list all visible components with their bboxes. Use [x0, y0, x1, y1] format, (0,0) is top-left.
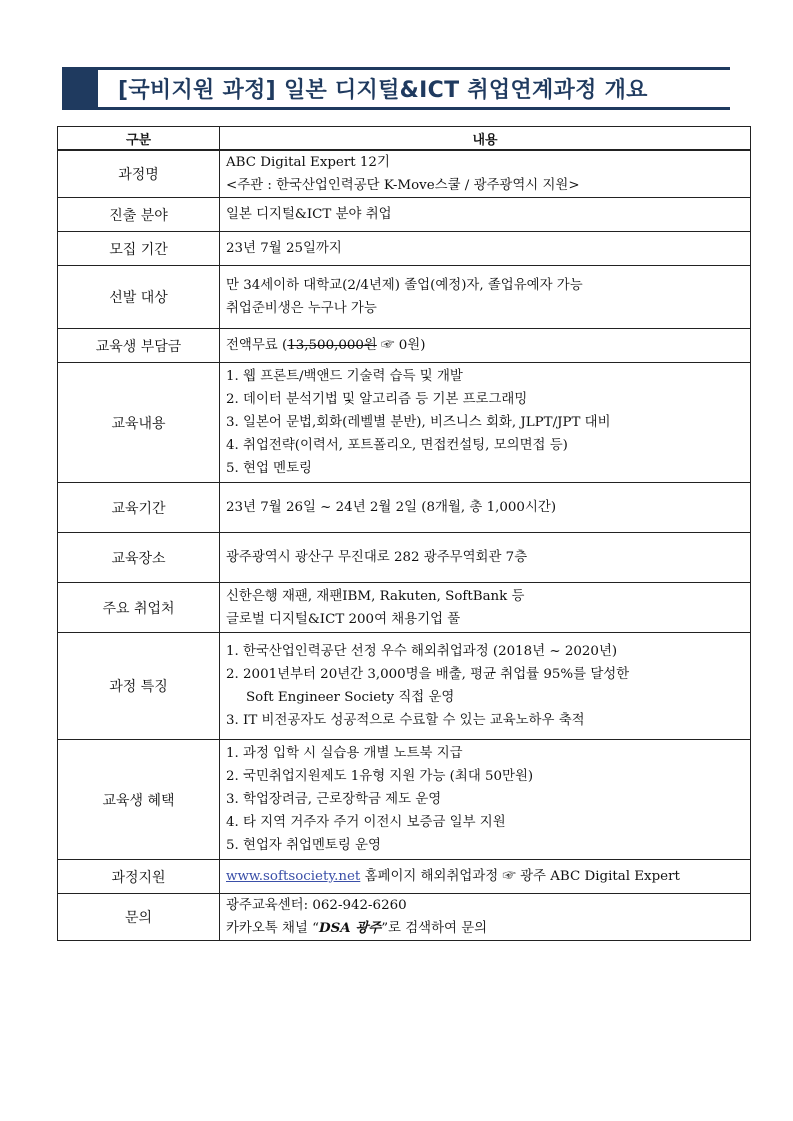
course-host-line: <주관 : 한국산업인력공단 K-Move스쿨 / 광주광역시 지원> [226, 178, 580, 193]
content-curriculum [220, 363, 751, 483]
contact-phone-line: 광주교육센터: 062-942-6260 [226, 898, 407, 913]
label-course-name: 과정명 [58, 150, 220, 198]
list-item: 4. 타 지역 거주자 주거 이전시 보증금 일부 지원 [226, 815, 506, 830]
apply-line [226, 865, 744, 888]
content-course-name [220, 150, 751, 198]
list-item: 2. 2001년부터 20년간 3,000명을 배출, 평균 취업률 95%를 달성한 [226, 667, 630, 682]
row-fee [58, 329, 751, 363]
content-benefits [220, 740, 751, 860]
label-curriculum: 교육내용 [58, 363, 220, 483]
contact-kakao-line [226, 917, 744, 940]
label-location: 교육장소 [58, 533, 220, 583]
row-apply [58, 860, 751, 894]
label-features: 과정 특징 [58, 633, 220, 740]
label-target: 선발 대상 [58, 266, 220, 329]
list-item: 1. 웹 프론트/백앤드 기술력 습득 및 개발 [226, 369, 463, 384]
row-recruit-period [58, 232, 751, 266]
content-recruit-period [220, 232, 751, 266]
row-target [58, 266, 751, 329]
list-item: 1. 한국산업인력공단 선정 우수 해외취업과정 (2018년 ~ 2020년) [226, 644, 618, 659]
recruit-period-line: 23년 7월 25일까지 [226, 241, 342, 256]
content-field [220, 198, 751, 232]
header-content: 내용 [220, 127, 751, 151]
list-item: 1. 과정 입학 시 실습용 개별 노트북 지급 [226, 746, 463, 761]
label-apply: 과정지원 [58, 860, 220, 894]
target-line-2: 취업준비생은 누구나 가능 [226, 301, 377, 316]
label-fee: 교육생 부담금 [58, 329, 220, 363]
table-header-row [58, 127, 751, 151]
title-block [62, 67, 730, 110]
label-benefits: 교육생 혜택 [58, 740, 220, 860]
fee-prefix: 전액무료 ( [226, 338, 288, 353]
row-location [58, 533, 751, 583]
row-curriculum [58, 363, 751, 483]
row-employers [58, 583, 751, 633]
label-edu-period: 교육기간 [58, 483, 220, 533]
list-item: 3. IT 비전공자도 성공적으로 수료할 수 있는 교육노하우 축적 [226, 713, 585, 728]
row-features [58, 633, 751, 740]
target-line-1: 만 34세이하 대학교(2/4년제) 졸업(예정)자, 졸업유예자 가능 [226, 278, 583, 293]
content-employers [220, 583, 751, 633]
list-item: 4. 취업전략(이력서, 포트폴리오, 면접컨설팅, 모의면접 등) [226, 438, 568, 453]
list-item: 5. 현업 멘토링 [226, 461, 312, 476]
title-top-rule [98, 67, 730, 70]
list-item: Soft Engineer Society 직접 운영 [246, 690, 455, 705]
content-features [220, 633, 751, 740]
header-category: 구분 [58, 127, 220, 151]
kakao-suffix: ”로 검색하여 문의 [381, 921, 488, 936]
fee-line [226, 334, 744, 357]
content-fee [220, 329, 751, 363]
content-contact [220, 894, 751, 941]
page-title: [국비지원 과정] 일본 디지털&ICT 취업연계과정 개요 [118, 78, 648, 103]
list-item: 2. 데이터 분석기법 및 알고리즘 등 기본 프로그래밍 [226, 392, 528, 407]
row-edu-period [58, 483, 751, 533]
kakao-channel-name: DSA 광주 [318, 920, 382, 936]
content-apply [220, 860, 751, 894]
course-info-table [57, 126, 751, 941]
label-contact: 문의 [58, 894, 220, 941]
list-item: 5. 현업자 취업멘토링 운영 [226, 838, 381, 853]
label-field: 진출 분야 [58, 198, 220, 232]
list-item: 2. 국민취업지원제도 1유형 지원 가능 (최대 50만원) [226, 769, 534, 784]
content-target [220, 266, 751, 329]
label-recruit-period: 모집 기간 [58, 232, 220, 266]
fee-original-price: 13,500,000원 [287, 338, 377, 353]
course-name-line: ABC Digital Expert 12기 [226, 155, 390, 170]
row-course-name [58, 150, 751, 198]
title-accent-bar [62, 67, 98, 110]
content-edu-period [220, 483, 751, 533]
content-location [220, 533, 751, 583]
employers-line-1: 신한은행 재팬, 재팬IBM, Rakuten, SoftBank 등 [226, 588, 525, 604]
employers-line-2: 글로벌 디지털&ICT 200여 채용기업 풀 [226, 611, 461, 627]
list-item: 3. 일본어 문법,회화(레벨별 분반), 비즈니스 회화, JLPT/JPT 대비 [226, 415, 611, 430]
row-contact [58, 894, 751, 941]
list-item: 3. 학업장려금, 근로장학금 제도 운영 [226, 792, 442, 807]
title-bottom-rule [98, 107, 730, 110]
fee-suffix: ☞ 0원) [376, 338, 426, 353]
row-benefits [58, 740, 751, 860]
kakao-prefix: 카카오톡 채널 “ [226, 921, 319, 936]
apply-rest: 홈페이지 해외취업과정 ☞ 광주 ABC Digital Expert [360, 869, 680, 884]
row-field [58, 198, 751, 232]
label-employers: 주요 취업처 [58, 583, 220, 633]
location-line: 광주광역시 광산구 무진대로 282 광주무역회관 7층 [226, 550, 528, 565]
website-link[interactable]: www.softsociety.net [226, 869, 361, 884]
edu-period-line: 23년 7월 26일 ~ 24년 2월 2일 (8개월, 총 1,000시간) [226, 500, 557, 515]
field-line: 일본 디지털&ICT 분야 취업 [226, 207, 392, 222]
